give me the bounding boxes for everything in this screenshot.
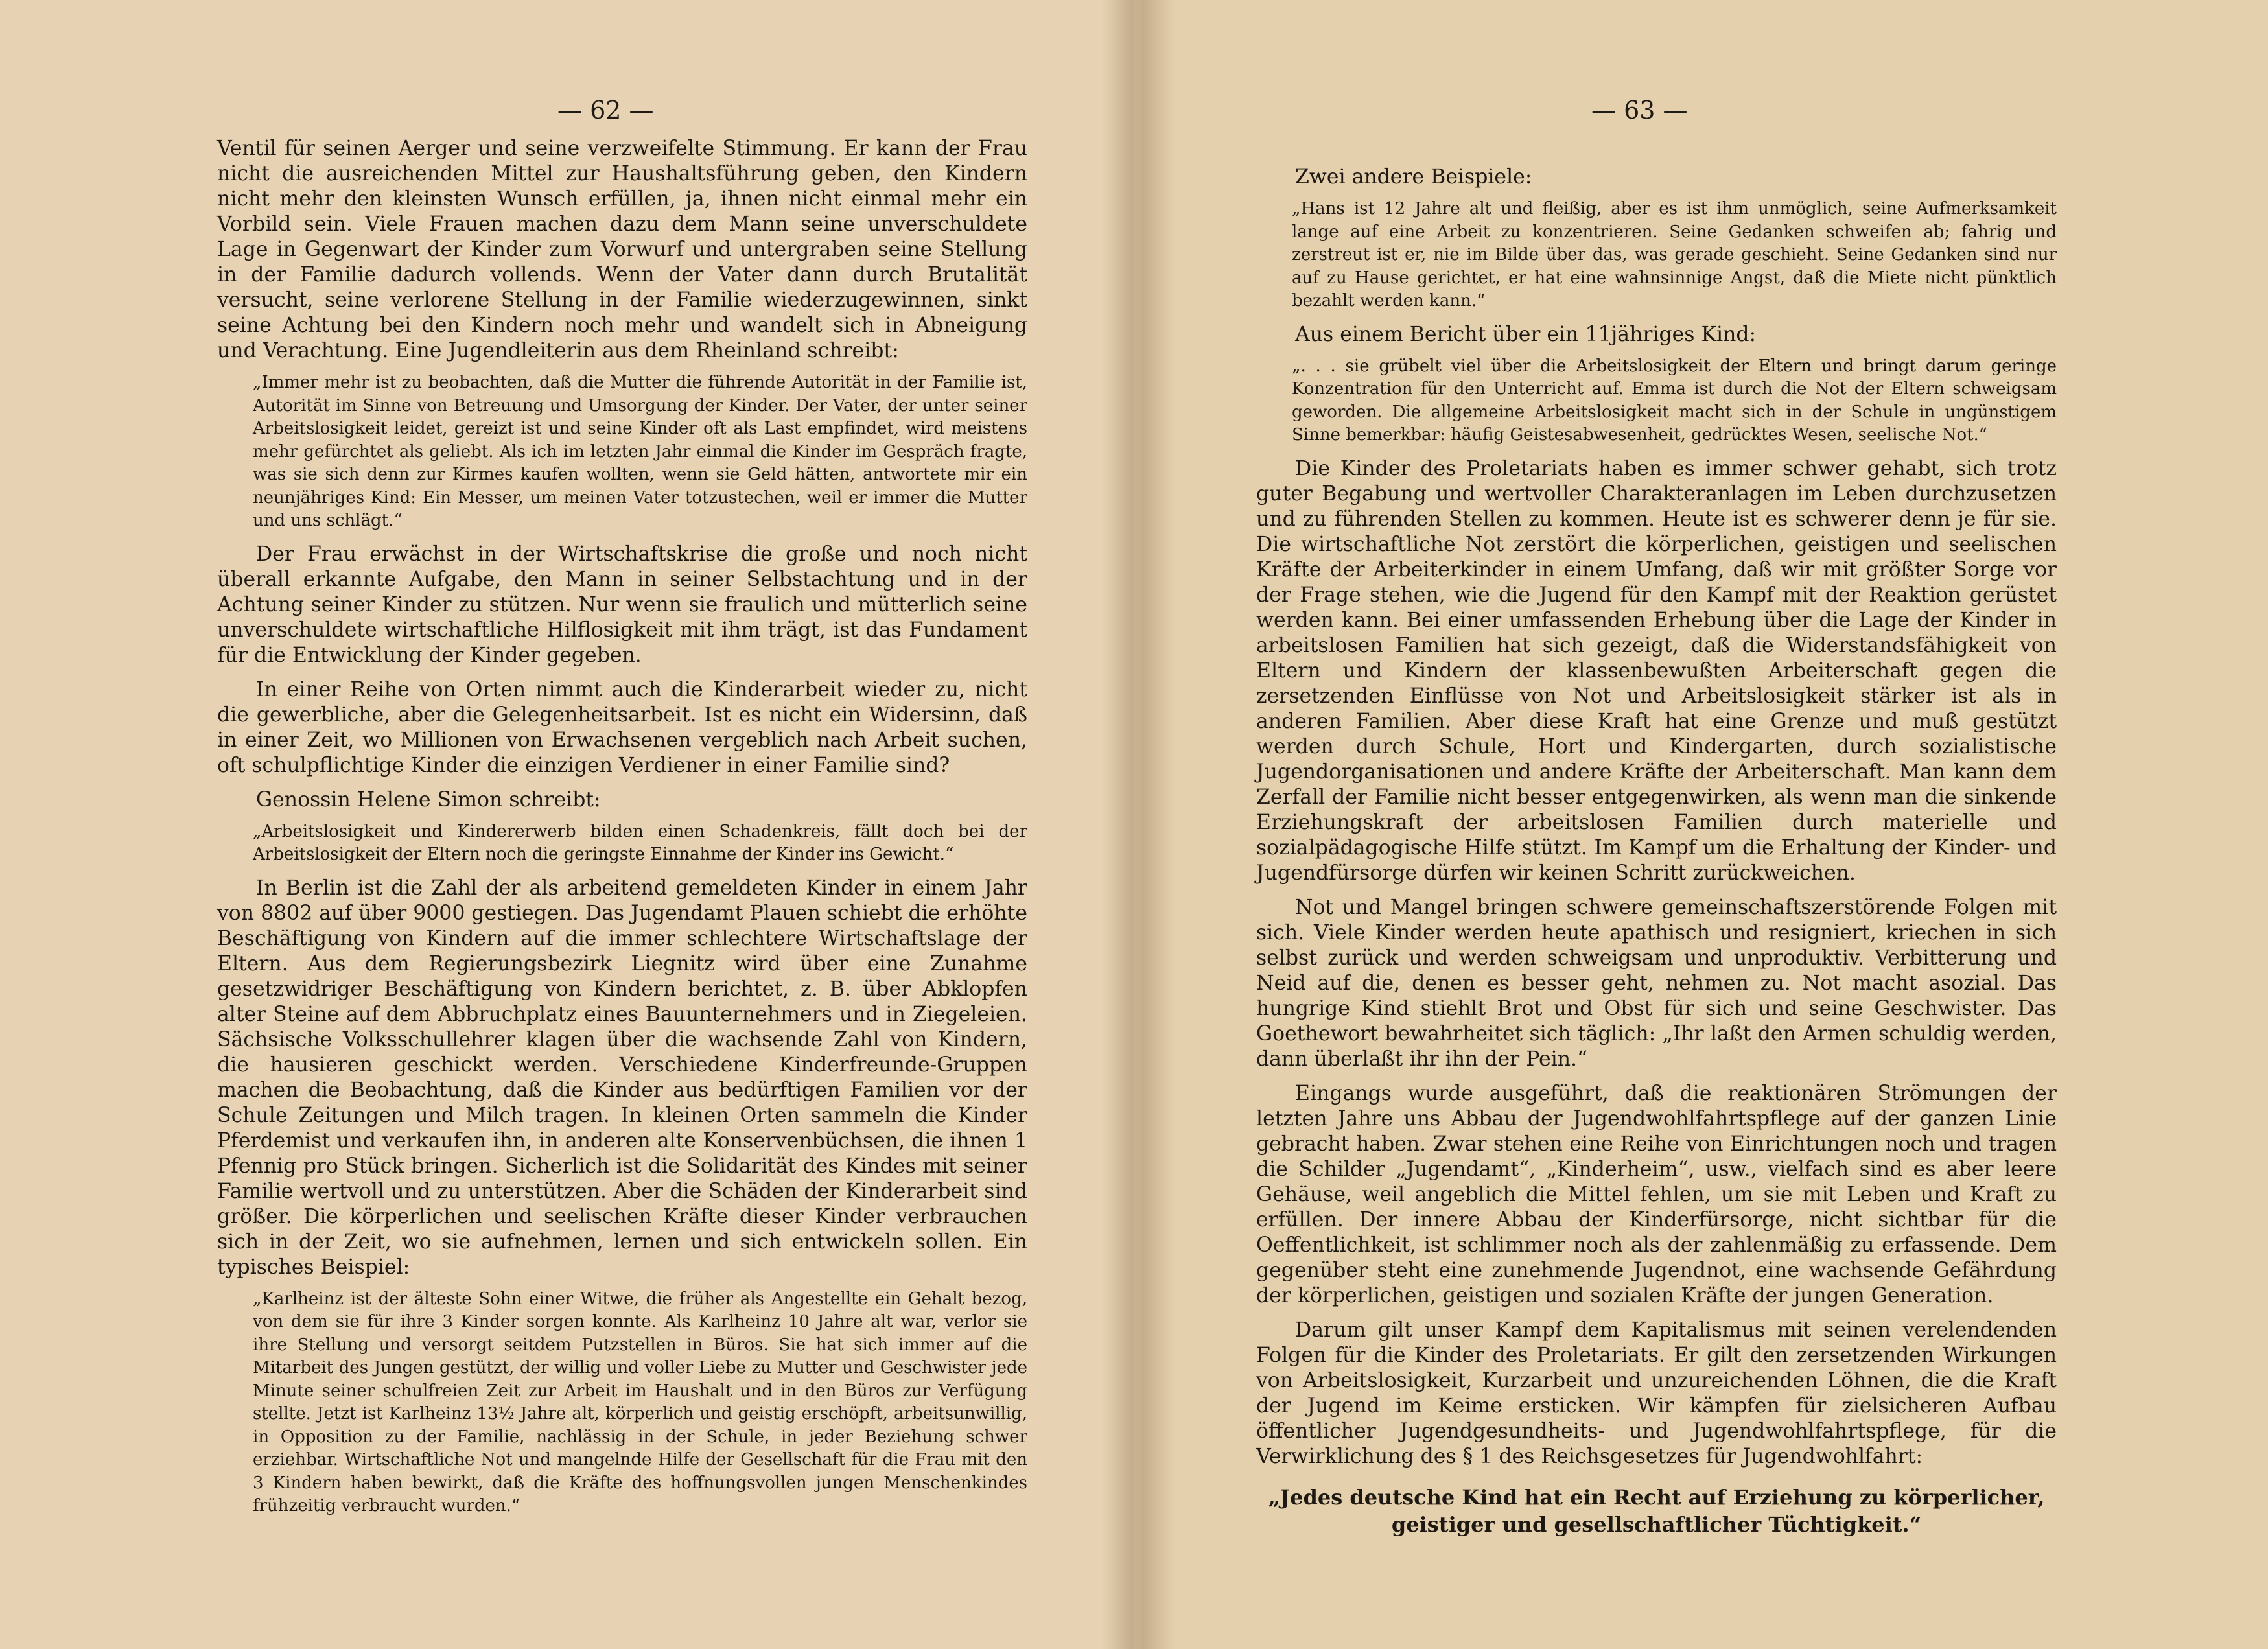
block-quote: „Hans ist 12 Jahre alt und fleißig, aber es ist ihm unmöglich, seine Aufmerksamkeit lange auf eine Arbeit zu konzentrieren. Seine Gedanken schweifen ab; fahrig und zerstreut ist er, nie im Bilde über das, was gerade geschieht. Seine Gedanken sind nur auf zu Hause gerichtet, er hat eine wahnsinnige Angst, daß die Miete nicht pünktlich bezahlt werden kann.“ bbox=[1292, 199, 2057, 310]
gutter-shadow-left bbox=[1102, 0, 1136, 1649]
paragraph: In einer Reihe von Orten nimmt auch die Kinderarbeit wieder zu, nicht die gewerbliche, aber die Gelegenheitsarbeit. Ist es nicht ein Widersinn, daß in einer Zeit, wo Millionen von Erwachsenen vergeblich nach Arbeit suchen, oft schulpflichtige Kinder die einzigen Verdiener in einer Familie sind? bbox=[217, 677, 1027, 777]
paragraph: Not und Mangel bringen schwere gemeinschaftszerstörende Folgen mit sich. Viele Kinder werden heute apathisch und resigniert, kriechen in sich selbst zurück und werden schweigsam und unproduktiv. Verbitterung und Neid auf die, denen es besser geht, nehmen zu. Not macht asozial. Das hungrige Kind stiehlt Brot und Obst für sich und seine Geschwister. Das Goethewort bewahrheitet sich täglich: „Ihr laßt den Armen schuldig werden, dann überlaßt ihr ihn der Pein.“ bbox=[1256, 895, 2057, 1071]
page-number-left: — 62 — bbox=[557, 96, 654, 124]
right-page bbox=[1140, 0, 2268, 1649]
right-page-text-column bbox=[1256, 156, 2057, 1538]
block-quote: „. . . sie grübelt viel über die Arbeitslosigkeit der Eltern und bringt darum geringe Konzentration für den Unterricht auf. Emma ist durch die Not der Eltern schweigsam geworden. Die allgemeine Arbeitslosigkeit macht sich in der Schule in ungünstigem Sinne bemerkbar: häufig Geistesabwesenheit, gedrücktes Wesen, seelische Not.“ bbox=[1292, 356, 2057, 445]
block-quote: „Arbeitslosigkeit und Kindererwerb bilden einen Schadenkreis, fällt doch bei der Arbeitslosigkeit der Eltern noch die geringste Einnahme der Kinder ins Gewicht.“ bbox=[253, 821, 1027, 864]
block-quote: „Immer mehr ist zu beobachten, daß die Mutter die führende Autorität in der Familie ist, Autorität im Sinne von Betreuung und Umsorgung der Kinder. Der Vater, der unter seiner Arbeitslosigkeit leidet, gereizt ist und seine Kinder oft als Last empfindet, wird meistens mehr gefürchtet als geliebt. Als ich im letzten Jahr einmal die Kinder im Gespräch fragte, was sie sich denn zur Kirmes kaufen wollten, wenn sie Geld hätten, antwortete mir ein neunjähriges Kind: Ein Messer, um meinen Vater totzustechen, weil er immer die Mutter und uns schlägt.“ bbox=[253, 373, 1027, 530]
paragraph: Eingangs wurde ausgeführt, daß die reaktionären Strömungen der letzten Jahre uns Abbau der Jugendwohlfahrtspflege auf der ganzen Linie gebracht haben. Zwar stehen eine Reihe von Einrichtungen noch und tragen die Schilder „Jugendamt“, „Kinderheim“, usw., vielfach sind es aber leere Gehäuse, weil angeblich die Mittel fehlen, um sie mit Leben und Kraft zu erfüllen. Der innere Abbau der Kinderfürsorge, nicht sichtbar für die Oeffentlichkeit, ist schlimmer noch als der zahlenmäßig zu erfassende. Dem gegenüber steht eine zunehmende Jugendnot, eine wachsende Gefährdung der körperlichen, geistigen und sozialen Kräfte der jungen Generation. bbox=[1256, 1081, 2057, 1307]
book-gutter bbox=[1133, 0, 1142, 1649]
block-quote: „Karlheinz ist der älteste Sohn einer Witwe, die früher als Angestellte ein Gehalt bezog, von dem sie für ihre 3 Kinder sorgen konnte. Als Karlheinz 10 Jahre alt war, verlor sie ihre Stellung und versorgt seitdem Putzstellen in Büros. Sie hat sich immer auf die Mitarbeit des Jungen gestützt, der willig und voller Liebe zu Mutter und Geschwister jede Minute seiner schulfreien Zeit zur Arbeit im Haushalt und in den Büros zur Verfügung stellte. Jetzt ist Karlheinz 13½ Jahre alt, körperlich und geistig erschöpft, arbeitsunwillig, in Opposition zu der Familie, nachlässig in der Schule, in jeder Beziehung schwer erziehbar. Wirtschaftliche Not und mangelnde Hilfe der Gesellschaft für die Frau mit den 3 Kindern haben bewirkt, daß die Kräfte des hoffnungsvollen jungen Menschenkindes frühzeitig verbraucht wurden.“ bbox=[253, 1289, 1027, 1515]
paragraph: Ventil für seinen Aerger und seine verzweifelte Stimmung. Er kann der Frau nicht die ausreichenden Mittel zur Haushaltsführung geben, den Kindern nicht mehr den kleinsten Wunsch erfüllen, ja, ihnen nicht einmal mehr ein Vorbild sein. Viele Frauen machen dazu dem Mann seine unverschuldete Lage in Gegenwart der Kinder zum Vorwurf und untergraben seine Stellung in der Familie dadurch vollends. Wenn der Vater dann durch Brutalität versucht, seine verlorene Stellung in der Familie wiederzugewinnen, sinkt seine Achtung bei den Kindern noch mehr und wandelt sich in Abneigung und Verachtung. Eine Jugendleiterin aus dem Rheinland schreibt: bbox=[217, 137, 1027, 362]
section-lead-in: Aus einem Bericht über ein 11jähriges Kind: bbox=[1295, 322, 1757, 346]
paragraph: Die Kinder des Proletariats haben es immer schwer gehabt, sich trotz guter Begabung und wertvoller Charakteranlagen im Leben durchzusetzen und zu führenden Stellen zu kommen. Heute ist es schwerer denn je für sie. Die wirtschaftliche Not zerstört die körperlichen, geistigen und seelischen Kräfte der Arbeiterkinder in einem Umfang, daß wir mit größter Sorge vor der Frage stehen, wie die Jugend für den Kampf mit der Reaktion gerüstet werden kann. Bei einer umfassenden Erhebung über die Lage der Kinder in arbeitslosen Familien hat sich gezeigt, daß die Widerstandsfähigkeit von Eltern und Kindern der klassenbewußten Arbeiterschaft gegen die zersetzenden Einflüsse von Not und Arbeitslosigkeit stärker ist als in anderen Familien. Aber diese Kraft hat eine Grenze und muß gestützt werden durch Schule, Hort und Kindergarten, durch sozialistische Jugendorganisationen und andere Kräfte der Arbeiterschaft. Man kann dem Zerfall der Familie nicht besser entgegenwirken, als wenn man die sinkende Erziehungskraft der arbeitslosen Familien durch materielle und sozialpädagogische Hilfe stützt. Im Kampf um die Erhaltung der Kinder- und Jugendfürsorge dürfen wir keinen Schritt zurückweichen. bbox=[1256, 456, 2057, 885]
section-lead-in: Genossin Helene Simon schreibt: bbox=[256, 788, 601, 812]
gutter-shadow-right bbox=[1142, 0, 1175, 1649]
page-number-right: — 63 — bbox=[1591, 96, 1688, 124]
paragraph: Darum gilt unser Kampf dem Kapitalismus mit seinen verelendenden Folgen für die Kinder des Proletariats. Er gilt den zersetzenden Wirkungen von Arbeitslosigkeit, Kurzarbeit und unzureichenden Löhnen, die die Kraft der Jugend im Keime ersticken. Wir kämpfen für zielsicheren Aufbau öffentlicher Jugendgesundheits- und Jugendwohlfahrtspflege, für die Verwirklichung des § 1 des Reichsgesetzes für Jugendwohlfahrt: bbox=[1256, 1318, 2057, 1468]
section-lead-in: Zwei andere Beispiele: bbox=[1295, 165, 1532, 189]
closing-motto: „Jedes deutsche Kind hat ein Recht auf Erziehung zu körperlicher, geistiger und gesellschaftlicher Tüchtigkeit.“ bbox=[1268, 1484, 2045, 1537]
paragraph: Der Frau erwächst in der Wirtschaftskrise die große und noch nicht überall erkannte Aufgabe, den Mann in seiner Selbstachtung und in der Achtung seiner Kinder zu stützen. Nur wenn sie fraulich und mütterlich seine unverschuldete wirtschaftliche Hilflosigkeit mit ihm trägt, ist das Fundament für die Entwicklung der Kinder gegeben. bbox=[217, 542, 1027, 667]
paragraph: In Berlin ist die Zahl der als arbeitend gemeldeten Kinder in einem Jahr von 8802 auf über 9000 gestiegen. Das Jugendamt Plauen schiebt die erhöhte Beschäftigung von Kindern auf die immer schlechtere Wirtschaftslage der Eltern. Aus dem Regierungsbezirk Liegnitz wird über eine Zunahme gesetzwidriger Beschäftigung von Kindern berichtet, z. B. über Abklopfen alter Steine auf dem Abbruchplatz eines Bauunternehmers und in Ziegeleien. Sächsische Volksschullehrer klagen über die wachsende Zahl von Kindern, die hausieren geschickt werden. Verschiedene Kinderfreunde-Gruppen machen die Beobachtung, daß die Kinder aus bedürftigen Familien vor der Schule Zeitungen und Milch tragen. In kleinen Orten sammeln die Kinder Pferdemist und verkaufen ihn, in anderen alte Konservenbüchsen, die ihnen 1 Pfennig pro Stück bringen. Sicherlich ist die Solidarität des Kindes mit seiner Familie wertvoll und zu unterstützen. Aber die Schäden der Kinderarbeit sind größer. Die körperlichen und seelischen Kräfte dieser Kinder verbrauchen sich in der Zeit, wo sie aufnehmen, lernen und sich entwickeln sollen. Ein typisches Beispiel: bbox=[217, 876, 1027, 1279]
left-page-text-column bbox=[217, 136, 1027, 1526]
